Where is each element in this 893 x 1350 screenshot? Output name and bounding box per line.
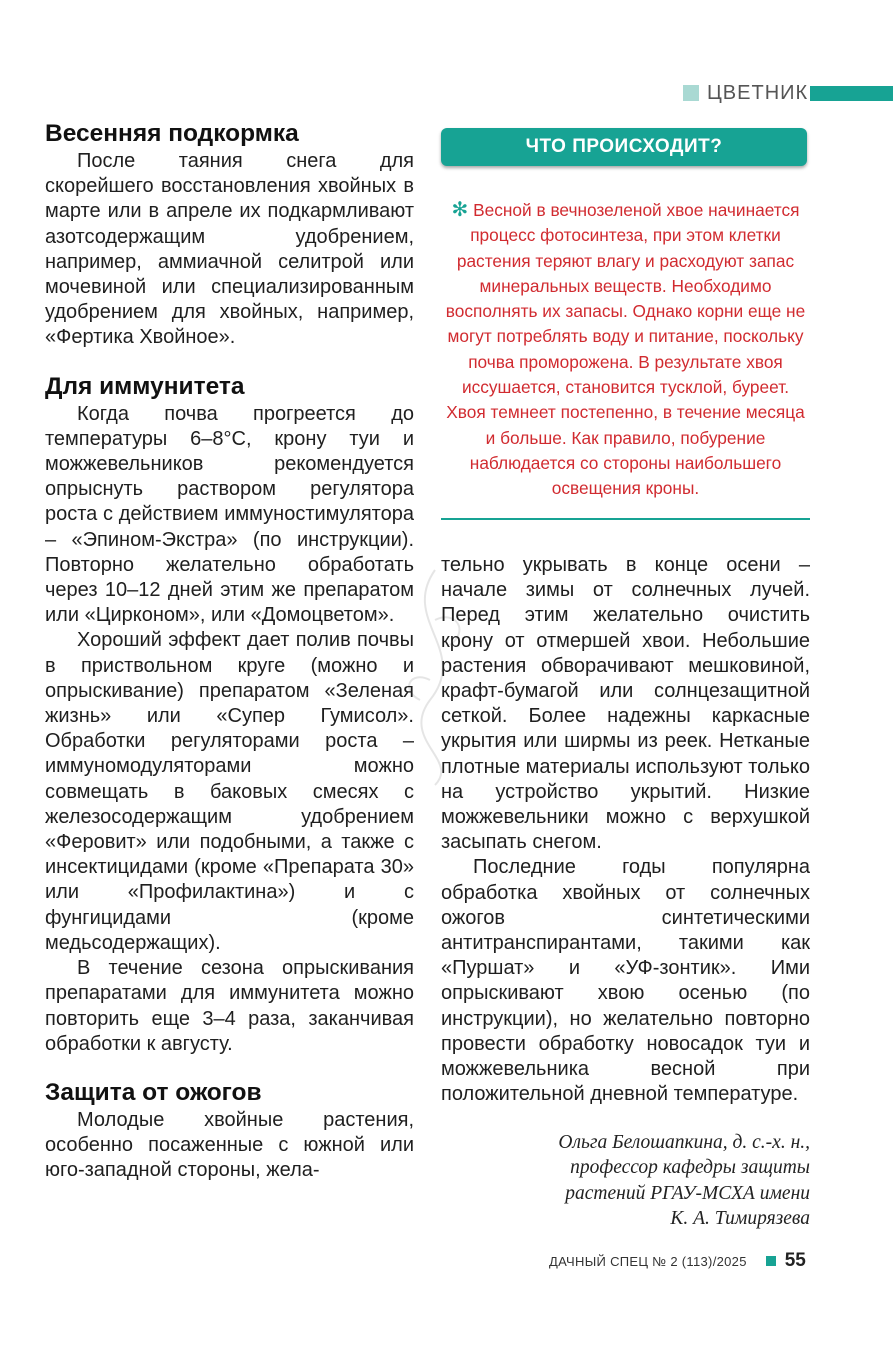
paragraph: Хороший эффект дает полив почвы в приствольном круге (можно и опрыскивание) препаратом «Зеленая жизнь» или «Супер Гумисол». Обработки регуляторами роста – иммуномодуляторами можно совмещать в баковых смесях с железосодержащим удобрением «Феровит» или подобными, а также с инсектицидами (кроме «Препарата 30» или «Профилактина») и с фунгицидами (кроме медьсодержащих). <box>45 629 414 954</box>
paragraph: После таяния снега для скорейшего восстановления хвойных в марте или в апреле их подкармливают азотсодержащим удобрением, например, аммиачной селитрой или мочевиной или специализированным удобрением для хвойных, например, «Фертика Хвойное». <box>45 150 414 349</box>
sidebar-divider <box>441 518 810 520</box>
page-number: 55 <box>784 1250 806 1271</box>
signature-line: Ольга Белошапкина, д. с.-х. н., <box>558 1132 810 1153</box>
signature-line: К. А. Тимирязева <box>670 1207 810 1229</box>
asterisk-icon: ✻ <box>451 199 469 221</box>
left-column <box>45 119 414 1184</box>
signature-line: растений РГАУ-МСХА имени <box>565 1182 810 1204</box>
section-marker-square <box>683 85 699 101</box>
page-footer <box>549 1250 806 1272</box>
heading-spring-feeding: Весенняя подкормка <box>45 120 299 147</box>
paragraph: Когда почва прогреется до температуры 6–8°C, крону туи и можжевельников рекомендуется опрыснуть раствором регулятора роста с действием иммуностимулятора – «Эпином-Экстра» (по инструкции). Повторно желательно обработать через 10–12 дней этим же препаратом или «Цирконом», или «Домоцветом». <box>45 402 414 627</box>
right-column <box>441 553 810 1107</box>
heading-immunity: Для иммунитета <box>45 372 245 400</box>
paragraph: В течение сезона опрыскивания препаратами для иммунитета можно повторить еще 3–4 раза, заканчивая обработки к августу. <box>45 957 414 1055</box>
magazine-issue: ДАЧНЫЙ СПЕЦ № 2 (113)/2025 <box>549 1253 747 1269</box>
paragraph: тельно укрывать в конце осени – начале зимы от солнечных лучей. Перед этим желательно очистить крону от отмершей хвои. Небольшие растения обворачивают мешковиной, крафт-бумагой или солнцезащитной сеткой. Более надежны каркасные укрытия или ширмы из реек. Нетканые плотные материалы используют только на устройство укрытий. Низкие можжевельники можно с верхушкой засыпать снегом. <box>441 554 810 854</box>
section-label: ЦВЕТНИК <box>707 81 809 104</box>
sidebar-text <box>441 198 810 502</box>
author-signature <box>441 1130 810 1231</box>
section-accent-bar <box>810 86 893 101</box>
sidebar-title: ЧТО ПРОИСХОДИТ? <box>441 128 807 166</box>
paragraph: Последние годы популярна обработка хвойных от солнечных ожогов синтетическими антитранспирантами, такими как «Пуршат» и «УФ-зонтик». Ими опрыскивают хвою осенью (по инструкции), но желательно повторно провести обработку новосадок туи и можжевельника весной при положительной дневной температуре. <box>441 856 810 1106</box>
heading-burn-protection: Защита от ожогов <box>45 1078 262 1106</box>
signature-line: профессор кафедры защиты <box>570 1157 810 1179</box>
sidebar-body: Весной в вечнозеленой хвое начинается процесс фотосинтеза, при этом клетки растения теряют влагу и расходуют запас минеральных веществ. Необходимо восполнять их запасы. Однако корни еще не могут потреблять воду и питание, поскольку почва проморожена. В результате хвоя иссушается, становится тусклой, буреет. Хвоя темнеет постепенно, в течение месяца и больше. Как правило, побурение наблюдается со стороны наибольшего освещения кроны. <box>445 200 806 499</box>
paragraph: Молодые хвойные растения, особенно посаженные с южной или юго-западной стороны, жела- <box>45 1108 414 1182</box>
section-tag <box>683 82 808 104</box>
footer-marker-square <box>766 1256 776 1266</box>
